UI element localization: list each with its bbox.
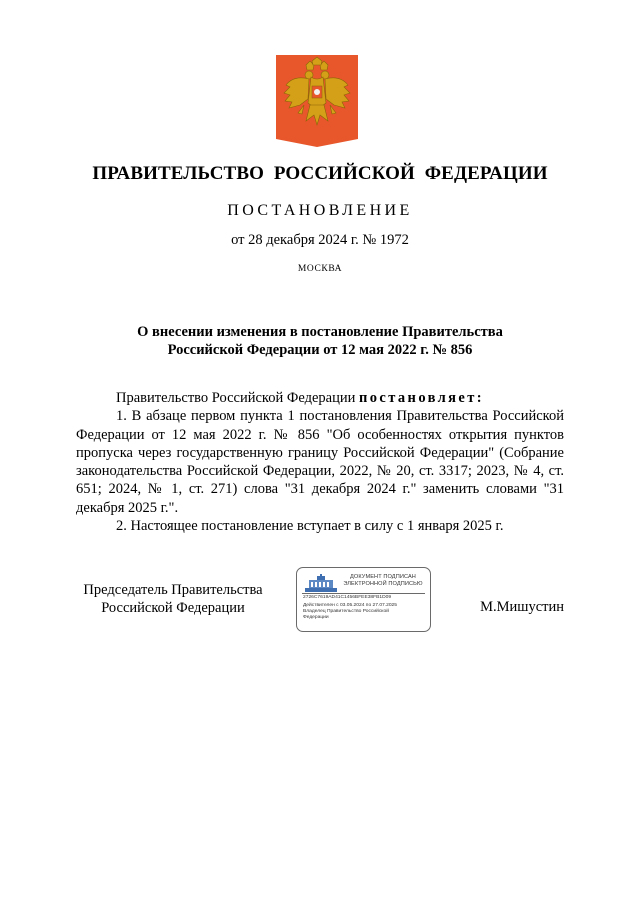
stamp-divider (302, 593, 425, 594)
stamp-owner-line-2: Федерации (303, 615, 329, 620)
stamp-owner-line-1: Владелец Правительство Российской (303, 609, 389, 614)
signer-name: М.Мишустин (480, 599, 564, 615)
document-body (76, 389, 564, 535)
signer-position (76, 581, 270, 617)
subject-line-1: О внесении изменения в постановление Правительства (137, 324, 503, 340)
preamble (76, 389, 564, 407)
subject-line-2: Российской Федерации от 12 мая 2022 г. № 856 (167, 342, 473, 358)
stamp-title (337, 574, 429, 588)
signer-position-line-2: Российской Федерации (101, 600, 245, 616)
stamp-validity: Действителен с 03.05.2024 по 27.07.2025 (303, 603, 397, 608)
preamble-text: Правительство Российской Федерации (116, 390, 359, 406)
signer-position-line-1: Председатель Правительства (83, 582, 263, 598)
document-type: ПОСТАНОВЛЕНИЕ (227, 202, 413, 219)
stamp-title-line-2: ЭЛЕКТРОННОЙ ПОДПИСЬЮ (343, 581, 423, 587)
government-title: ПРАВИТЕЛЬСТВО РОССИЙСКОЙ ФЕДЕРАЦИИ (92, 163, 548, 184)
stamp-title-line-1: ДОКУМЕНТ ПОДПИСАН (350, 574, 416, 580)
document-subject (0, 323, 640, 359)
stamp-certificate: 2726C7619AD41C1456BFEE38FB1D09 (303, 595, 392, 600)
preamble-verb: постановляет: (358, 390, 485, 406)
document-date-number: от 28 декабря 2024 г. № 1972 (231, 232, 409, 248)
double-headed-eagle-icon (276, 55, 358, 147)
paragraph-2: 2. Настоящее постановление вступает в силу с 1 января 2025 г. (116, 518, 504, 535)
electronic-signature-stamp (296, 567, 431, 632)
document-city: МОСКВА (297, 264, 343, 274)
government-building-icon (303, 574, 339, 594)
paragraph-1: 1. В абзаце первом пункта 1 постановления Правительства Российской Федерации от 12 мая 2022 г. № 856 "Об особенностях открытия пунктов пропуска через государственную границу Российской Федерации" (Собрание законодательства Российской Федерации, 2022, № 20, ст. 3317; 2023, № 4, ст. 651; 2024, № 1, ст. 271) слова "31 декабря 2024 г." заменить словами "31 декабря 2025 г.". (76, 408, 564, 516)
